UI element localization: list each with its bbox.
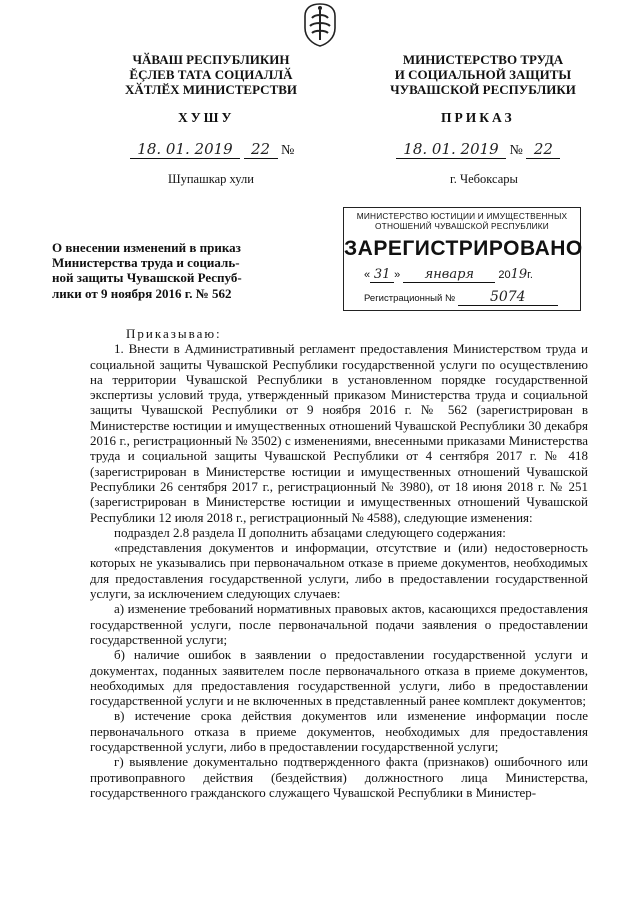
body-paragraph: «представления документов и информации, отсутствие и (или) недостоверность которых не указывались при первоначальном отказе в приеме документов, необходимых для предоставления государственной услуги, либо в предоставлении государственной услуги, за исключением следующих случаев: [90, 540, 588, 602]
date-line-left [130, 140, 310, 159]
title-line: лики от 9 ноября 2016 г. № 562 [52, 285, 232, 301]
stamp-registered: ЗАРЕГИСТРИРОВАНО [344, 237, 583, 260]
header-left-line: ЧӐВАШ РЕСПУБЛИКИН [132, 52, 290, 67]
body-paragraph: 1. Внести в Административный регламент предоставления Министерством труда и социальной защиты Чувашской Республики государственной услуги по осуществлению на территории Чувашской Республики в установленном порядке государственной экспертизы условий труда, утвержденный приказом Министерства труда и социальной защиты Чувашской Республики от 9 ноября 2016 г. № 562 (зарегистрирован в Министерстве юстиции и имущественных отношений Чувашской Республики 30 декабря 2016 г., регистрационный № 3502) с изменениями, внесенными приказами Министерства труда и социальной защиты Чувашской Республики от 4 сентября 2017 г. № 418 (зарегистрирован в Министерстве юстиции и имущественных отношений Чувашской Республики 26 сентября 2017 г., регистрационный № 3980), от 18 июня 2018 г. № 251 (зарегистрирован в Министерстве юстиции и имущественных отношений Чувашской Республики 12 июля 2018 г., регистрационный № 4588), следующие изменения: [90, 341, 588, 525]
stamp-date-row: « 31 » января 2019г. [364, 267, 533, 282]
stamp-org-line: МИНИСТЕРСТВО ЮСТИЦИИ И ИМУЩЕСТВЕННЫХ [356, 211, 568, 221]
stamp-reg-label: Регистрационный № [364, 293, 456, 304]
stamp-reg-row [364, 289, 580, 306]
number-sign-left: № [281, 143, 295, 158]
header-right-line: МИНИСТЕРСТВО ТРУДА [402, 52, 564, 67]
body-paragraph: б) наличие ошибок в заявлении о предоставлении государственной услуги и документах, поданных заявителем после первоначального отказа в приеме документов, необходимых для предоставления государственной услуги, либо в предоставлении государственной услуги и не включенных в представленный ранее комплект документов; [90, 647, 588, 709]
body-paragraph: подраздел 2.8 раздела II дополнить абзацами следующего содержания: [114, 524, 506, 540]
stamp-year-suffix: 19 [510, 267, 528, 282]
handwritten-number-right: 22 [526, 140, 560, 159]
header-left-line: ХӐТЛӖХ МИНИСТЕРСТВИ [124, 82, 298, 97]
title-line: ной защиты Чувашской Респуб- [52, 270, 242, 286]
handwritten-date-right: 18. 01. 2019 [396, 140, 506, 159]
stamp-year-prefix: 20 [498, 269, 511, 281]
date-line-right [396, 140, 576, 159]
body-paragraph-order: Приказываю: [126, 326, 222, 341]
handwritten-number-left: 22 [244, 140, 278, 159]
registration-stamp [343, 207, 581, 311]
title-line: Министерства труда и социаль- [52, 255, 240, 271]
header-right-org [378, 52, 588, 97]
order-word-chuvash: ХУШУ [178, 110, 235, 125]
stamp-month: января [403, 267, 495, 283]
body-paragraph: в) истечение срока действия документов или изменение информации после первоначального отказа в приеме документов, необходимых для предоставления государственной услуги, либо в предоставлении государственной услуги; [90, 708, 588, 755]
stamp-day: 31 [370, 267, 394, 283]
number-sign-right: № [509, 143, 523, 158]
stamp-year-mark: г. [527, 269, 533, 281]
title-line: О внесении изменений в приказ [52, 240, 241, 255]
body-paragraph: г) выявление документально подтвержденного факта (признаков) ошибочного или противоправного действия (бездействия) должностного лица Министерства, государственного гражданского служащего Чувашской Республики в Министер- [90, 754, 588, 800]
stamp-org-line: ОТНОШЕНИЙ ЧУВАШСКОЙ РЕСПУБЛИКИ [375, 221, 549, 231]
header-left-org [118, 52, 304, 97]
handwritten-date-left: 18. 01. 2019 [130, 140, 240, 159]
document-title [52, 240, 314, 301]
document-body [90, 326, 588, 800]
body-paragraph: а) изменение требований нормативных правовых актов, касающихся предоставления государственной услуги, после первоначальной подачи заявления о предоставлении государственной услуги; [90, 601, 588, 647]
city-chuvash: Шупашкар хули [168, 172, 254, 186]
header-right-line: И СОЦИАЛЬНОЙ ЗАЩИТЫ [394, 67, 572, 82]
city-russian: г. Чебоксары [450, 172, 518, 186]
header-right-line: ЧУВАШСКОЙ РЕСПУБЛИКИ [390, 82, 576, 97]
order-word-russian: ПРИКАЗ [441, 110, 515, 125]
header-left-line: ĔÇЛЕВ ТАТА СОЦИАЛЛӐ [129, 67, 293, 82]
stamp-reg-number: 5074 [458, 289, 558, 306]
coat-of-arms-emblem [299, 2, 341, 48]
stamp-org [344, 211, 580, 231]
